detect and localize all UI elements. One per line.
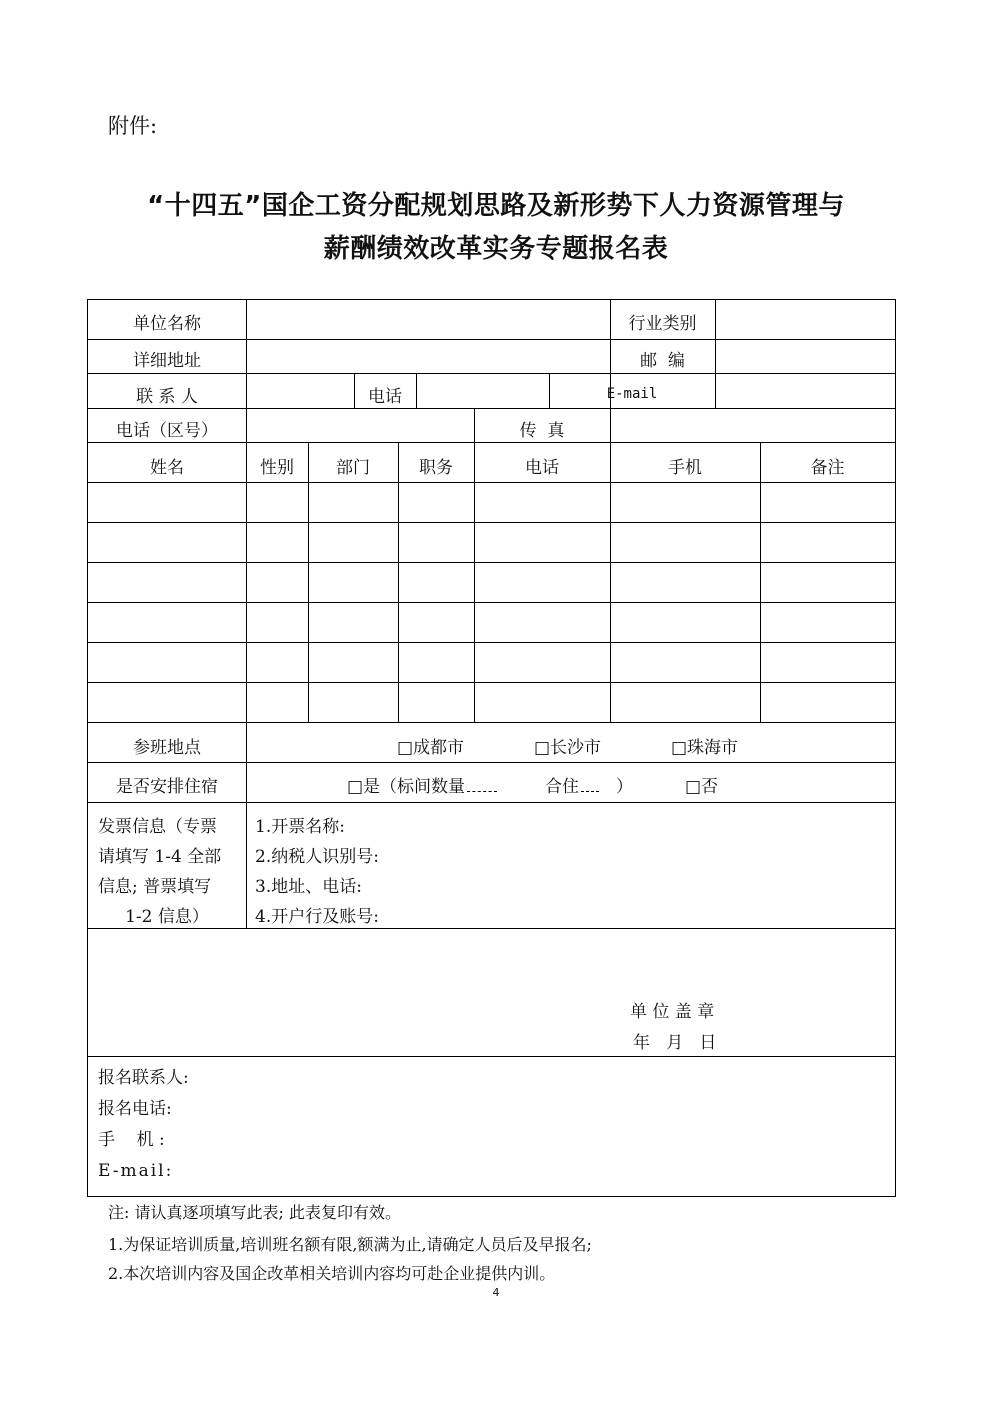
lodging-yes-option[interactable] — [347, 772, 499, 797]
col-gender-header: 性别 — [260, 458, 294, 478]
lodging-label: 是否安排住宿 — [116, 777, 218, 797]
page-number: 4 — [492, 1286, 500, 1299]
col-phone-header: 电话 — [525, 458, 559, 478]
share-count-blank[interactable] — [581, 791, 599, 792]
col-dept-header: 部门 — [336, 458, 370, 478]
seal-area[interactable] — [88, 929, 895, 1056]
area-phone-label: 电话（区号） — [116, 421, 218, 441]
phone-label: 电话 — [368, 387, 402, 407]
date-label: 年 月 日 — [633, 1033, 717, 1053]
industry-field[interactable] — [716, 300, 895, 339]
attendee-row[interactable] — [88, 603, 895, 642]
form-title-line2: 薪酬绩效改革实务专题报名表 — [323, 234, 669, 264]
postcode-field[interactable] — [716, 340, 895, 373]
location-option-changsha[interactable]: □长沙市 — [534, 738, 602, 758]
attendee-row[interactable] — [88, 483, 895, 522]
col-name-header: 姓名 — [150, 458, 184, 478]
col-mobile-header: 手机 — [668, 458, 702, 478]
invoice-item: 4.开户行及账号: — [255, 907, 379, 927]
form-title-line1: “十四五”国企工资分配规划思路及新形势下人力资源管理与 — [147, 191, 845, 221]
reg-phone-label: 报名电话: — [98, 1099, 172, 1119]
attendee-row[interactable] — [88, 523, 895, 562]
lodging-no-option[interactable]: □否 — [685, 777, 719, 797]
lodging-yes-label: □是（标间数量 — [347, 777, 466, 797]
fax-label: 传 真 — [519, 421, 565, 441]
seal-label: 单 位 盖 章 — [630, 1002, 715, 1022]
attachment-label: 附件: — [108, 114, 158, 138]
registration-form-table — [87, 299, 896, 1197]
reg-contact-label: 报名联系人: — [98, 1068, 189, 1088]
col-remark-header: 备注 — [810, 458, 845, 478]
fax-field[interactable] — [611, 409, 895, 442]
note-item-1: 1.为保证培训质量,培训班名额有限,额满为止,请确定人员后及早报名; — [108, 1235, 592, 1254]
email-label: E-mail — [606, 386, 658, 402]
address-field[interactable] — [247, 340, 610, 373]
lodging-share-label: 合住 — [545, 777, 579, 797]
note-main: 注: 请认真逐项填写此表; 此表复印有效。 — [108, 1203, 401, 1222]
invoice-items[interactable] — [255, 812, 379, 932]
invoice-item: 2.纳税人识别号: — [255, 847, 379, 867]
org-name-label: 单位名称 — [133, 314, 201, 334]
industry-label: 行业类别 — [628, 314, 697, 334]
org-name-field[interactable] — [247, 300, 610, 339]
lodging-close-paren: ） — [616, 777, 633, 797]
col-position-header: 职务 — [419, 458, 453, 478]
address-label: 详细地址 — [133, 351, 201, 371]
invoice-item: 1.开票名称: — [255, 817, 345, 837]
contact-label: 联 系 人 — [136, 387, 198, 407]
invoice-item: 3.地址、电话: — [255, 877, 362, 897]
note-item-2: 2.本次培训内容及国企改革相关培训内容均可赴企业提供内训。 — [108, 1264, 556, 1283]
room-count-blank[interactable] — [467, 791, 497, 792]
location-option-zhuhai[interactable]: □珠海市 — [671, 738, 739, 758]
contact-field[interactable] — [247, 374, 354, 408]
invoice-label: 发票信息（专票 请填写 1-4 全部 信息; 普票填写 1-2 信息） — [98, 817, 222, 927]
phone-field[interactable] — [417, 374, 549, 408]
location-label: 参班地点 — [133, 738, 201, 758]
area-phone-field[interactable] — [247, 409, 474, 442]
attendee-row[interactable] — [88, 683, 895, 722]
attendee-row[interactable] — [88, 643, 895, 682]
attendee-row[interactable] — [88, 563, 895, 602]
registration-contact-block[interactable] — [98, 1063, 189, 1187]
postcode-label: 邮 编 — [640, 351, 685, 371]
email-field[interactable] — [716, 374, 895, 408]
reg-email-label: E-mail: — [98, 1161, 174, 1181]
location-option-chengdu[interactable]: □成都市 — [397, 738, 465, 758]
reg-mobile-label: 手 机 : — [98, 1130, 165, 1150]
